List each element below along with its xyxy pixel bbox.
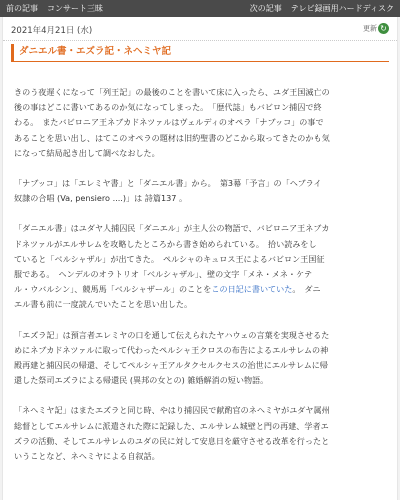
paragraph-1: [14, 85, 388, 161]
text-line: 「エズラ記」は預言者エレミヤの口を通して伝えられたヤハウェの言葉を実現させるた: [14, 329, 330, 340]
article-card: [2, 17, 398, 500]
top-navigation-bar: [0, 0, 400, 17]
text-line: 殿再建と捕囚民の帰還、そしてペルシャ王アルタクセルクセスの治世にエルサレムに帰: [14, 360, 328, 371]
text-line: 「ナブッコ」は「エレミヤ書」と「ダニエル書」から。 第3幕「予言」の「ヘブライ: [14, 178, 322, 189]
post-date: 2021年4月21日 (水): [11, 26, 93, 36]
text-line: あることを思い出し、はてこのオペラの題材は旧約聖書のどこから取ってきたのかも気: [14, 132, 330, 143]
prev-article-nav: [6, 0, 112, 17]
next-article-nav: [241, 0, 394, 17]
prev-article-link[interactable]: コンサート三昧: [47, 4, 103, 13]
text-line: エル書も前に一度読んでいたことを思い出した。: [14, 299, 193, 310]
text-line: 後の事はどこに書いてあるのか気になってしまった。 「歴代誌」もバビロン捕囚で終: [14, 102, 322, 113]
prev-article-label[interactable]: 前の記事: [6, 4, 38, 13]
diary-link[interactable]: この日記に書いていた: [211, 284, 293, 295]
text-line: 「ダニエル書」はユダヤ人捕囚民「ダニエル」が主人公の物語で、バビロニア王ネブカ: [14, 223, 330, 234]
text-line: 奴隷の合唱 (Va, pensiero ....)」は 詩篇137 。: [14, 193, 188, 204]
text-line: 服である。 ヘンデルのオラトリオ「ベルシャザル」、壁の文字「メネ・メネ・ケテ: [14, 269, 313, 280]
article-body: [14, 85, 388, 479]
text-line: ドネツァルがエルサレムを攻略したところから書き始められている。 拾い読みをし: [14, 238, 317, 249]
paragraph-3: [14, 221, 388, 312]
text-line: ズラの活動、そしてエルサレムのユダの民に対して安息日を厳守させる改革を行ったと: [14, 435, 330, 446]
text-line: わる。 またバビロニア王ネブカドネツァルはヴェルディのオペラ「ナブッコ」の事で: [14, 117, 324, 128]
next-article-label[interactable]: 次の記事: [249, 4, 282, 13]
text-line: めにネブカドネツァルに取って代わったペルシャ王クロスの布告によるエルサレムの神: [14, 344, 329, 355]
paragraph-5: [14, 403, 388, 464]
next-article-link[interactable]: テレビ録画用ハードディスク: [290, 4, 394, 13]
update-label: 更新: [363, 24, 377, 33]
text-line: 還した祭司エズラによる帰還民 (異邦の女との) 雑婚解消の短い物語。: [14, 375, 269, 386]
date-header: [3, 17, 397, 41]
text-line: 総督としてエルサレムに派遣された際に記録した、エルサレム城壁と門の再建、学者エ: [14, 420, 329, 431]
paragraph-4: [14, 328, 388, 389]
update-badge[interactable]: [363, 23, 389, 34]
text-segment: ル・ウバルシン」、競馬馬「ベルシャザール」のことを: [14, 284, 212, 295]
text-line: きのう夜遅くになって「列王記」の最後のことを書いて床に入ったら、ユダ王国滅亡の: [14, 87, 330, 97]
text-line: いうことなど、ネヘミヤによる自叙話。: [14, 451, 160, 462]
text-segment: 。 ダニ: [292, 284, 321, 295]
paragraph-2: [14, 176, 388, 206]
text-line: になって結局起き出して調べなおした。: [14, 147, 160, 158]
article-title: ダニエル書・エズラ記・ネヘミヤ記: [11, 44, 389, 62]
text-line: [14, 282, 388, 297]
refresh-icon: ↻: [378, 23, 389, 34]
text-line: ていると「ベルシャザル」が出てきた。 ペルシャのキュロス王によるバビロン王国征: [14, 253, 325, 264]
text-line: 「ネヘミヤ記」はまたエズラと同じ時、やはり捕囚民で献酌官のネヘミヤがユダヤ属州: [14, 405, 330, 416]
